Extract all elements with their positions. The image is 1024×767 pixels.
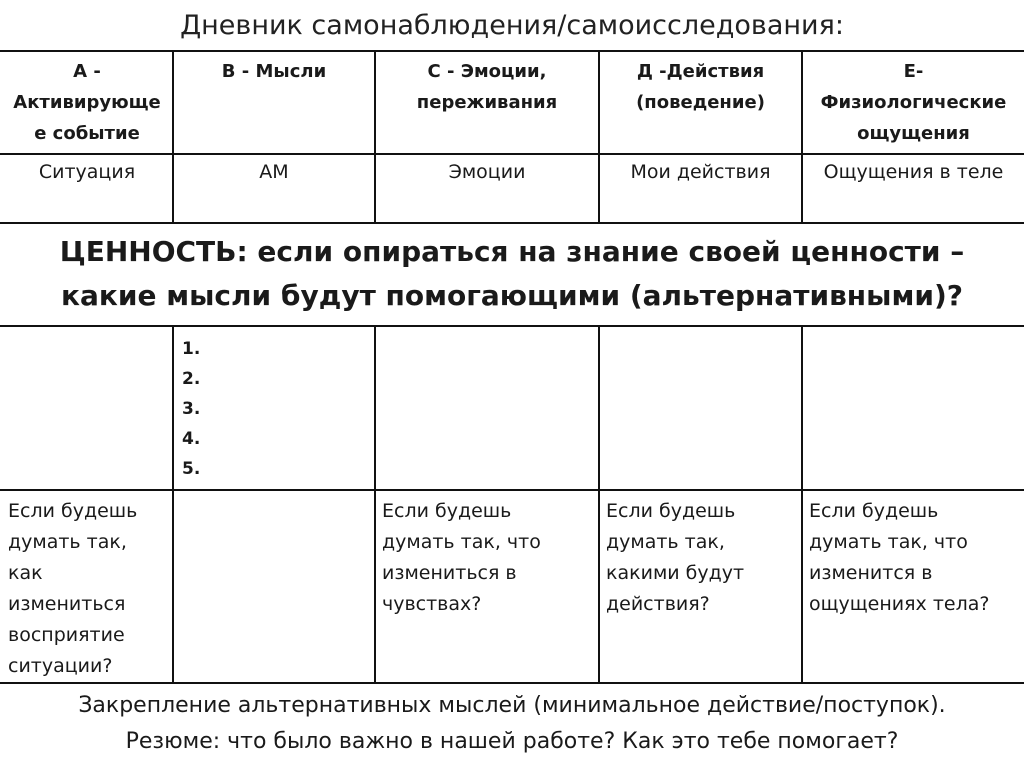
column-divider	[801, 50, 803, 224]
list-item: 1.	[182, 339, 201, 359]
summary-footer: Закрепление альтернативных мыслей (минимальное действие/поступок). Резюме: что было важно в нашей работе? Как это тебе помогает?	[78, 693, 946, 754]
header-physiological: Е- Физиологические ощущения	[820, 61, 1007, 144]
question-situation-perception: Если будешь думать так, как измениться восприятие ситуации?	[8, 500, 138, 677]
column-divider	[172, 50, 174, 224]
subheader-my-actions: Мои действия	[630, 161, 771, 183]
header-actions: Д -Действия (поведение)	[636, 61, 765, 113]
value-banner: ЦЕННОСТЬ: если опираться на знание своей ценности – какие мысли будут помогающими (альтернативными)?	[59, 235, 965, 312]
subheader-am: АМ	[259, 161, 289, 183]
subheader-situation: Ситуация	[38, 161, 136, 183]
list-item: 3.	[182, 399, 201, 419]
question-body-sensations: Если будешь думать так, что изменится в ощущениях тела?	[809, 500, 990, 615]
question-empty	[180, 496, 370, 680]
list-item: 5.	[182, 459, 201, 479]
page-title: Дневник самонаблюдения/самоисследования:	[180, 10, 844, 41]
header-thoughts: В - Мысли	[221, 61, 327, 82]
row-divider	[0, 222, 1024, 224]
column-divider	[374, 325, 376, 684]
column-divider	[801, 325, 803, 684]
row-divider	[0, 489, 1024, 491]
alternative-thoughts-list	[182, 334, 370, 486]
column-divider	[598, 325, 600, 684]
row-divider	[0, 682, 1024, 684]
question-feelings: Если будешь думать так, что измениться в чувствах?	[382, 500, 541, 615]
question-actions: Если будешь думать так, какими будут действия?	[606, 500, 745, 615]
list-item: 2.	[182, 369, 201, 389]
subheader-emotions: Эмоции	[448, 161, 526, 183]
row-divider	[0, 325, 1024, 327]
row-divider	[0, 153, 1024, 155]
column-divider	[598, 50, 600, 224]
header-activating-event: А - Активирующе е событие	[13, 61, 161, 144]
column-divider	[172, 325, 174, 684]
column-divider	[374, 50, 376, 224]
table-top-border	[0, 50, 1024, 52]
subheader-body-sensations: Ощущения в теле	[823, 161, 1004, 183]
header-emotions: С - Эмоции, переживания	[416, 61, 558, 113]
list-item: 4.	[182, 429, 201, 449]
